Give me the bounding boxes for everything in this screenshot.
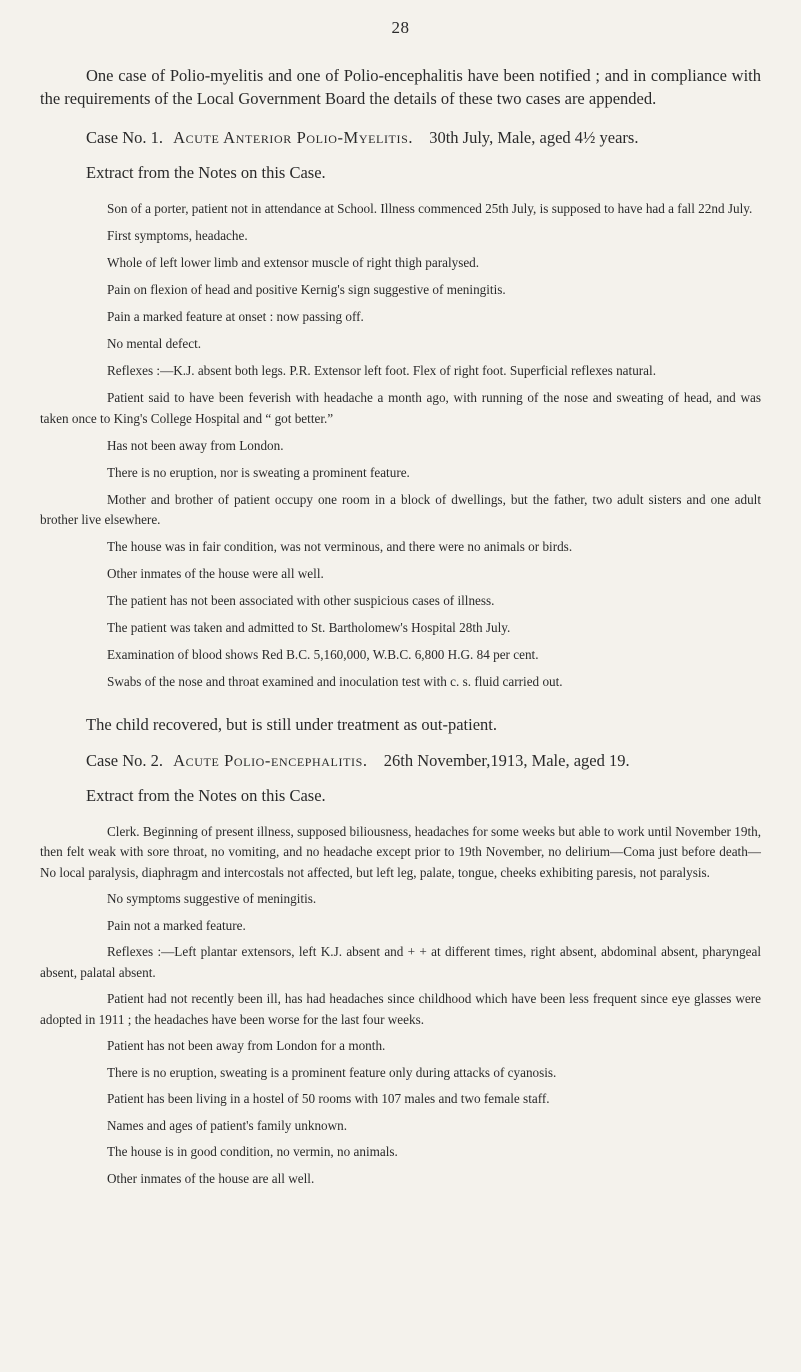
case2-note: No symptoms suggestive of meningitis. (107, 891, 317, 906)
case2-note: Names and ages of patient's family unknown. (107, 1117, 348, 1133)
case2-details: 26th November,1913, Male, aged 19. (383, 750, 630, 770)
case1-note: Reflexes :—K.J. absent both legs. P.R. Extensor left foot. Flex of right foot. Superficial reflexes natural. (107, 363, 656, 378)
case1-closing: The child recovered, but is still under treatment as out-patient. (86, 714, 497, 734)
case1-note: The patient has not been associated with other suspicious cases of illness. (107, 593, 495, 608)
case1-note: There is no eruption, nor is sweating a prominent feature. (107, 464, 410, 480)
case1-note: The house was in fair condition, was not verminous, and there were no animals or birds. (107, 539, 573, 554)
case1-title: Acute Anterior Polio-Myelitis. (173, 128, 414, 147)
case2-note: Clerk. Beginning of present illness, supposed biliousness, headaches for some weeks but able to work until November 19th, then felt weak with sore throat, no vomiting, and no headache except prior to 19th November, no delirium—Coma just before death—No local paralysis, diaphragm and intercostals not affected, but left leg, palate, tongue, cheeks exhibiting paresis, not paralysis. (40, 823, 761, 880)
case2-title: Acute Polio-encephalitis. (173, 750, 368, 770)
case2-note: There is no eruption, sweating is a prominent feature only during attacks of cyanosis. (107, 1064, 557, 1080)
case1-extract-heading: Extract from the Notes on this Case. (86, 163, 326, 182)
case1-note: Swabs of the nose and throat examined and inoculation test with c. s. fluid carried out. (107, 674, 563, 689)
case2-note: Pain not a marked feature. (107, 917, 246, 933)
case1-note: The patient was taken and admitted to St. Bartholomew's Hospital 28th July. (107, 620, 511, 635)
case1-heading (40, 128, 761, 148)
case1-note: First symptoms, headache. (107, 228, 248, 243)
case1-note: No mental defect. (107, 336, 202, 351)
case2-number: Case No. 2. (86, 750, 163, 770)
case2-notes (40, 822, 761, 1190)
case2-note: The house is in good condition, no vermin, no animals. (107, 1144, 398, 1159)
case1-note: Other inmates of the house were all well. (107, 566, 324, 581)
intro-paragraph: One case of Polio-myelitis and one of Polio-encephalitis have been notified ; and in compliance with the requirements of the Local Government Board the details of these two cases are appended. (40, 66, 761, 108)
case1-notes (40, 199, 761, 693)
case1-number: Case No. 1. (86, 128, 163, 147)
case1-note: Examination of blood shows Red B.C. 5,160,000, W.B.C. 6,800 H.G. 84 per cent. (107, 647, 539, 662)
case2-note: Reflexes :—Left plantar extensors, left K.J. absent and + + at different times, right absent, abdominal absent, pharyngeal absent, palatal absent. (40, 944, 761, 980)
case1-details: 30th July, Male, aged 4½ years. (429, 128, 639, 147)
case2-note: Patient has not been away from London for a month. (107, 1038, 386, 1053)
case1-note: Son of a porter, patient not in attendance at School. Illness commenced 25th July, is supposed to have had a fall 22nd July. (107, 201, 753, 216)
case2-note: Patient had not recently been ill, has had headaches since childhood which have been less frequent since eye glasses were adopted in 1911 ; the headaches have been worse for the last four weeks. (40, 991, 761, 1027)
case1-note: Patient said to have been feverish with headache a month ago, with running of the nose and sweating of head, and was taken once to King's College Hospital and “ got better.” (40, 390, 761, 426)
case1-note: Mother and brother of patient occupy one room in a block of dwellings, but the father, two adult sisters and one adult brother live elsewhere. (40, 491, 761, 527)
case2-note: Other inmates of the house are all well. (107, 1170, 315, 1186)
case1-note: Pain a marked feature at onset : now passing off. (107, 309, 364, 324)
case1-note: Has not been away from London. (107, 437, 284, 453)
case2-heading (40, 751, 761, 771)
case1-note: Whole of left lower limb and extensor muscle of right thigh paralysed. (107, 255, 480, 270)
page-number: 28 (391, 18, 410, 37)
case2-extract-heading: Extract from the Notes on this Case. (86, 785, 326, 805)
case2-note: Patient has been living in a hostel of 50 rooms with 107 males and two female staff. (107, 1091, 550, 1106)
case1-note: Pain on flexion of head and positive Kernig's sign suggestive of meningitis. (107, 282, 506, 297)
